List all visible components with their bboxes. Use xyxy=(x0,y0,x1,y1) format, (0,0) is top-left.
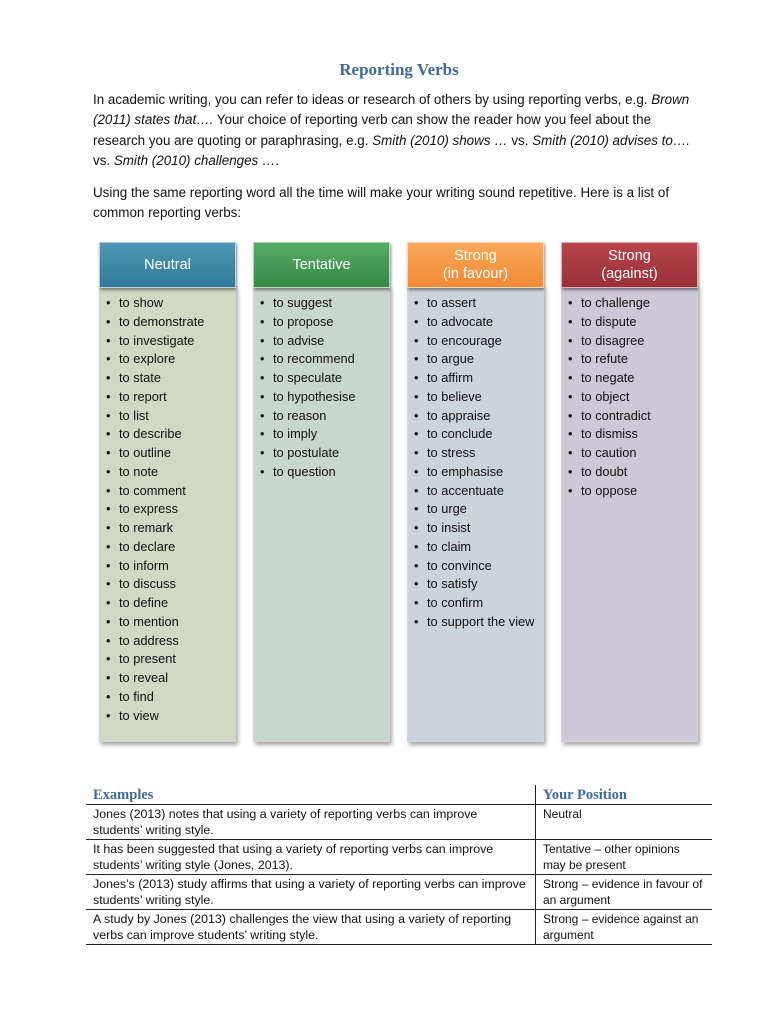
verb-list-item: • to explore xyxy=(106,350,232,369)
verb-list-item: • to negate xyxy=(568,369,694,388)
position-cell xyxy=(536,875,713,910)
verb-list-item: • to convince xyxy=(414,557,540,576)
position-text: Tentative – other opinions may be present xyxy=(543,842,680,872)
verb-list-item: • to note xyxy=(106,463,232,482)
verb-list-item: • to advise xyxy=(260,332,386,351)
verb-list-item: • to encourage xyxy=(414,332,540,351)
verb-list-item: • to suggest xyxy=(260,294,386,313)
verb-list-item: • to claim xyxy=(414,538,540,557)
verb-list-item: • to demonstrate xyxy=(106,313,232,332)
verb-list-item: • to doubt xyxy=(568,463,694,482)
table-row xyxy=(86,910,712,945)
verb-list-item: • to object xyxy=(568,388,694,407)
verb-list-item: • to insist xyxy=(414,519,540,538)
verb-list-item: • to inform xyxy=(106,557,232,576)
intro-example-challenges: Smith (2010) challenges … xyxy=(113,152,276,168)
examples-table xyxy=(86,785,712,945)
verb-list-item: • to hypothesise xyxy=(260,388,386,407)
verb-list-item: • to outline xyxy=(106,444,232,463)
verb-list-item: • to investigate xyxy=(106,332,232,351)
verb-list-item: • to speculate xyxy=(260,369,386,388)
examples-body xyxy=(86,805,712,945)
verb-list-item: • to state xyxy=(106,369,232,388)
verb-list-item: • to find xyxy=(106,688,232,707)
verb-list-item: • to express xyxy=(106,500,232,519)
heading-sublabel: (in favour) xyxy=(442,266,509,282)
verb-list-item: • to assert xyxy=(414,294,540,313)
intro-text: Your choice of reporting verb can show the reader how you feel about the research you are quoting or paraphrasing, e.g. xyxy=(93,112,652,148)
verb-list-item: • to define xyxy=(106,594,232,613)
verb-list-item: • to remark xyxy=(106,519,232,538)
verb-list-item: • to describe xyxy=(106,425,232,444)
verb-list-item: • to oppose xyxy=(568,482,694,501)
verb-list-item: • to address xyxy=(106,632,232,651)
position-text: Neutral xyxy=(543,807,582,821)
verb-list-item: • to show xyxy=(106,294,232,313)
heading-label: Strong xyxy=(608,248,651,264)
position-cell xyxy=(536,840,713,875)
table-row xyxy=(86,840,712,875)
verb-list-item: • to reveal xyxy=(106,669,232,688)
column-heading-tentative xyxy=(253,242,390,288)
verb-list-item: • to question xyxy=(260,463,386,482)
position-text: Strong – evidence against an argument xyxy=(543,912,699,942)
verb-list-item: • to urge xyxy=(414,500,540,519)
example-cell: A study by Jones (2013) challenges the view that using a variety of reporting verbs can improve students’ writing style. xyxy=(86,910,536,945)
verb-list-item: • to mention xyxy=(106,613,232,632)
verb-list-item: • to conclude xyxy=(414,425,540,444)
verb-list-item: • to imply xyxy=(260,425,386,444)
intro-paragraph-2: Using the same reporting word all the time will make your writing sound repetitive. Here is a list of common reporting verbs: xyxy=(93,185,670,221)
verb-list-item: • to report xyxy=(106,388,232,407)
verb-list-item: • to caution xyxy=(568,444,694,463)
example-cell: Jones’s (2013) study affirms that using a variety of reporting verbs can improve students’ writing style. xyxy=(86,875,536,910)
verb-list-strong-against xyxy=(568,294,694,500)
verb-list-item: • to confirm xyxy=(414,594,540,613)
verb-list-neutral xyxy=(106,294,232,725)
heading-label: Neutral xyxy=(144,257,191,273)
verb-list-item: • to support the view xyxy=(414,613,540,632)
verb-list-item: • to propose xyxy=(260,313,386,332)
verb-list-item: • to stress xyxy=(414,444,540,463)
position-cell xyxy=(536,910,713,945)
verb-list-item: • to accentuate xyxy=(414,482,540,501)
verb-list-item: • to refute xyxy=(568,350,694,369)
verb-list-item: • to affirm xyxy=(414,369,540,388)
verb-list-item: • to emphasise xyxy=(414,463,540,482)
verb-list-item: • to challenge xyxy=(568,294,694,313)
heading-label: Tentative xyxy=(292,257,351,273)
verb-list-item: • to list xyxy=(106,407,232,426)
verb-list-item: • to dismiss xyxy=(568,425,694,444)
verb-list-tentative xyxy=(260,294,386,482)
intro-example-shows: Smith (2010) shows … xyxy=(372,132,508,148)
intro-text: vs. xyxy=(507,132,533,148)
table-row xyxy=(86,805,712,840)
verb-list-item: • to postulate xyxy=(260,444,386,463)
examples-header-row xyxy=(86,785,712,805)
verb-list-item: • to appraise xyxy=(414,407,540,426)
verb-list-item: • to argue xyxy=(414,350,540,369)
verb-list-item: • to recommend xyxy=(260,350,386,369)
example-cell: Jones (2013) notes that using a variety of reporting verbs can improve students’ writing style. xyxy=(86,805,536,840)
verb-list-item: • to comment xyxy=(106,482,232,501)
verb-list-item: • to advocate xyxy=(414,313,540,332)
verb-list-item: • to disagree xyxy=(568,332,694,351)
verb-list-item: • to believe xyxy=(414,388,540,407)
verb-list-item: • to contradict xyxy=(568,407,694,426)
intro-text: vs. xyxy=(93,152,114,168)
verb-list-item: • to satisfy xyxy=(414,575,540,594)
verb-list-item: • to discuss xyxy=(106,575,232,594)
table-row xyxy=(86,875,712,910)
verb-list-item: • to declare xyxy=(106,538,232,557)
intro-example-states: Brown (2011) states that…. xyxy=(93,92,690,128)
verb-list-item: • to reason xyxy=(260,407,386,426)
verb-list-item: • to dispute xyxy=(568,313,694,332)
examples-header: Examples xyxy=(86,785,536,805)
heading-label: Strong xyxy=(454,248,497,264)
column-heading-neutral xyxy=(99,242,236,288)
example-cell: It has been suggested that using a variety of reporting verbs can improve students’ writing style (Jones, 2013). xyxy=(86,840,536,875)
verb-list-item: • to view xyxy=(106,707,232,726)
position-header: Your Position xyxy=(536,785,713,805)
intro-paragraph xyxy=(93,90,703,171)
position-text: Strong – evidence in favour of an argument xyxy=(543,877,703,907)
heading-sublabel: (against) xyxy=(601,266,658,282)
position-cell xyxy=(536,805,713,840)
intro-text: In academic writing, you can refer to ideas or research of others by using reporting verbs, e.g. xyxy=(93,92,652,107)
intro-text: . xyxy=(275,152,280,168)
intro-example-advises: Smith (2010) advises to…. xyxy=(532,132,690,148)
column-heading-strong-against xyxy=(561,242,698,288)
column-heading-strong-favour xyxy=(407,242,544,288)
verb-list-item: • to present xyxy=(106,650,232,669)
verb-list-strong-favour xyxy=(414,294,540,632)
page-title: Reporting Verbs xyxy=(339,60,459,79)
